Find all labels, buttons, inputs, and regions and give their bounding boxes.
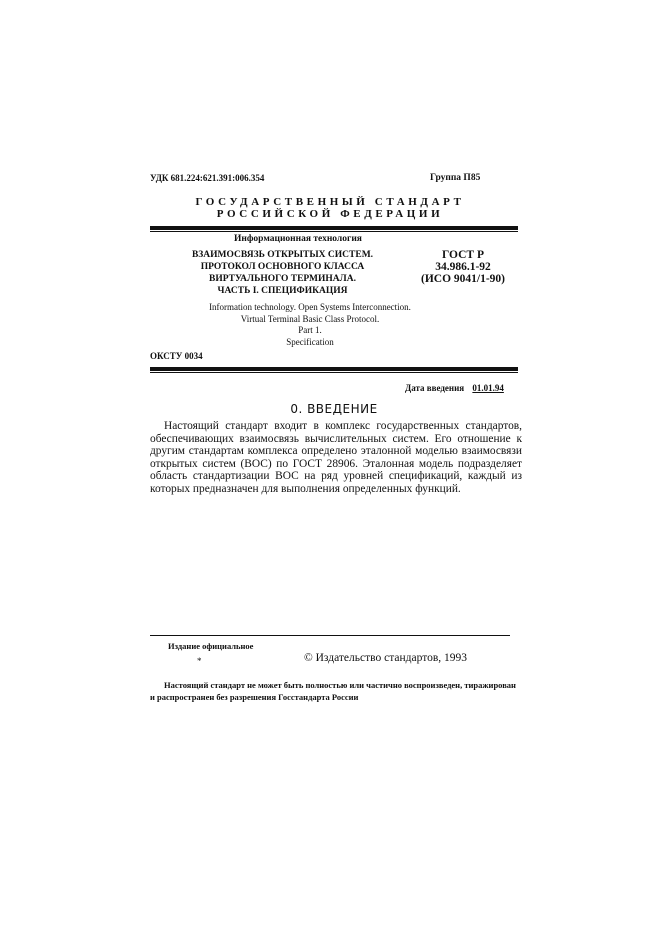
copyright-notice: © Издательство стандартов, 1993 [304, 652, 468, 664]
russian-title-line4: ЧАСТЬ I. СПЕЦИФИКАЦИЯ [217, 286, 348, 296]
gost-designation [408, 249, 518, 285]
intro-paragraph: Настоящий стандарт входит в комплекс государственных стандартов, обеспечивающих взаимосвязь вычислительных систем. Его отношение к другим стандартам комплекса определено эталонной моделью взаимосвязи открытых систем (ВОС) по ГОСТ 28906. Эталонная модель подразделяет область стандартизации ВОС на ряд уровней спецификаций, каждый из которых предназначен для выполнения определенных функций. [150, 420, 522, 495]
mid-divider-thin [150, 372, 518, 373]
reproduction-notice: Настоящий стандарт не может быть полностью или частично воспроизведен, тиражирован и распространен без разрешения Госстандарта России [150, 680, 516, 702]
group-code: Группа П85 [430, 173, 481, 183]
footer-divider [150, 635, 510, 636]
russian-title-line1: ВЗАИМОСВЯЗЬ ОТКРЫТЫХ СИСТЕМ. [191, 250, 374, 260]
gost-line3: (ИСО 9041/1-90) [420, 273, 505, 285]
udk-code: УДК 681.224:621.391:006.354 [150, 173, 265, 183]
subject-area-label: Информационная технология [234, 234, 362, 244]
english-title-line3: Part 1. [298, 325, 322, 335]
russian-title-line3: ВИРТУАЛЬНОГО ТЕРМИНАЛА. [209, 274, 356, 284]
asterisk-mark: * [197, 656, 202, 666]
gost-line1: ГОСТ Р [442, 249, 484, 261]
mid-divider-thick [150, 367, 518, 371]
russian-title [170, 249, 395, 297]
effective-date [405, 383, 504, 393]
standard-title-line2: РОССИЙСКОЙ ФЕДЕРАЦИИ [216, 208, 444, 220]
english-title-line1: Information technology. Open Systems Interconnection. [209, 302, 411, 312]
okstu-code: ОКСТУ 0034 [150, 351, 203, 361]
english-title-line4: Specification [286, 336, 334, 347]
russian-title-line2: ПРОТОКОЛ ОСНОВНОГО КЛАССА [200, 262, 365, 272]
official-edition-label: Издание официальное [168, 641, 254, 651]
english-title-line2: Virtual Terminal Basic Class Protocol. [240, 313, 380, 324]
standard-title-line1: ГОСУДАРСТВЕННЫЙ СТАНДАРТ [195, 196, 465, 208]
effective-date-label: Дата введения [405, 383, 465, 393]
english-title [190, 302, 430, 348]
effective-date-value: 01.01.94 [472, 383, 504, 393]
top-divider-thick [150, 226, 518, 230]
gost-line2: 34.986.1-92 [435, 261, 491, 273]
section-heading: 0. ВВЕДЕНИЕ [290, 402, 378, 416]
top-divider-thin [150, 231, 518, 232]
